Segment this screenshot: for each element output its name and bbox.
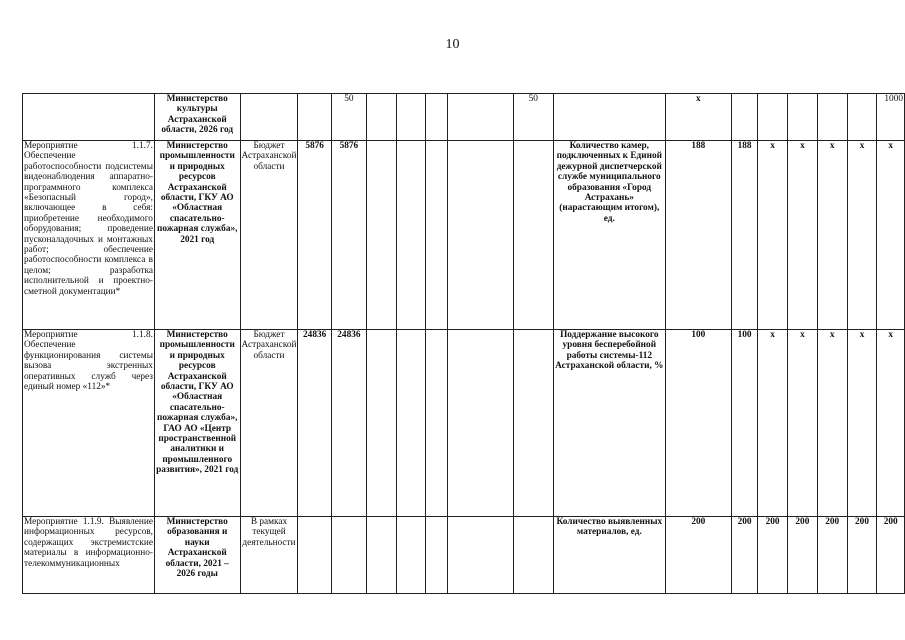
year-2022-cell (367, 94, 397, 141)
indicator-2023-cell: 200 (787, 517, 817, 594)
activity-cell: Мероприятие 1.1.8. Обеспечение функционирования системы вызова экстренных оперативных служб через единый номер «112»* (23, 330, 155, 517)
year-2024-cell (426, 517, 448, 594)
source-cell (240, 94, 298, 141)
executor-cell: Министерство культуры Астраханской области, 2026 год (154, 94, 240, 141)
year-2026-cell (513, 517, 553, 594)
total-cell (298, 517, 331, 594)
indicator-2025-cell: х (847, 330, 877, 517)
year-2026-cell: 50 (513, 94, 553, 141)
source-cell: В рамках текущей деятельности (240, 517, 298, 594)
year-2021-cell (331, 517, 366, 594)
indicator-2023-cell: х (787, 141, 817, 330)
activity-cell: Мероприятие 1.1.7. Обеспечение работоспособности подсистемы видеонаблюдения аппаратно-программного комплекса «Безопасный город», включающее в себя: приобретение необходимого оборудования; проведение пусконаладочных и монтажных работ; обеспечение работоспособности комплекса в целом; разработка исполнительной и проектно-сметной документации* (23, 141, 155, 330)
year-2024-cell (426, 330, 448, 517)
indicator-2022-cell: 200 (758, 517, 788, 594)
year-2021-cell: 5876 (331, 141, 366, 330)
indicator-base-cell: 200 (665, 517, 731, 594)
year-2022-cell (367, 330, 397, 517)
table-row (23, 141, 905, 330)
year-2026-cell (513, 330, 553, 517)
table-row (23, 517, 905, 594)
indicator-base-cell: х (665, 94, 731, 141)
year-2025-cell (448, 141, 513, 330)
total-cell: 24836 (298, 330, 331, 517)
table-row (23, 330, 905, 517)
indicator-2021-cell: 100 (732, 330, 758, 517)
indicator-2021-cell: 188 (732, 141, 758, 330)
year-2023-cell (397, 517, 426, 594)
executor-cell: Министерство промышленности и природных ресурсов Астраханской области, ГКУ АО «Областная спасательно-пожарная служба», 2021 год (154, 141, 240, 330)
indicator-2024-cell: х (817, 330, 847, 517)
indicator-cell: Количество камер, подключенных к Единой дежурной диспетчерской службе муниципального образования «Город Астрахань» (нарастающим итогом), ед. (554, 141, 666, 330)
total-cell: 5876 (298, 141, 331, 330)
year-2023-cell (397, 330, 426, 517)
year-2024-cell (426, 141, 448, 330)
year-2021-cell: 24836 (331, 330, 366, 517)
indicator-2026-cell: х (877, 141, 905, 330)
executor-cell: Министерство промышленности и природных ресурсов Астраханской области, ГКУ АО «Областная спасательно-пожарная служба», ГАО АО «Центр пространственной аналитики и промышленного развития», 2021 год (154, 330, 240, 517)
indicator-2022-cell (758, 94, 788, 141)
year-2026-cell (513, 141, 553, 330)
year-2025-cell (448, 94, 513, 141)
year-2025-cell (448, 517, 513, 594)
indicator-2021-cell (732, 94, 758, 141)
program-activities-table (22, 93, 905, 594)
year-2024-cell (426, 94, 448, 141)
indicator-2026-cell: 1000 (877, 94, 905, 141)
year-2021-cell: 50 (331, 94, 366, 141)
year-2025-cell (448, 330, 513, 517)
indicator-cell (554, 94, 666, 141)
indicator-cell: Количество выявленных материалов, ед. (554, 517, 666, 594)
year-2022-cell (367, 141, 397, 330)
indicator-2025-cell (847, 94, 877, 141)
indicator-2024-cell: 200 (817, 517, 847, 594)
indicator-base-cell: 188 (665, 141, 731, 330)
indicator-base-cell: 100 (665, 330, 731, 517)
indicator-2025-cell: х (847, 141, 877, 330)
indicator-2025-cell: 200 (847, 517, 877, 594)
source-cell: Бюджет Астраханской области (240, 330, 298, 517)
indicator-2021-cell: 200 (732, 517, 758, 594)
indicator-2026-cell: х (877, 330, 905, 517)
executor-cell: Министерство образования и науки Астраханской области, 2021 – 2026 годы (154, 517, 240, 594)
indicator-2023-cell (787, 94, 817, 141)
indicator-2024-cell: х (817, 141, 847, 330)
indicator-2022-cell: х (758, 330, 788, 517)
year-2022-cell (367, 517, 397, 594)
activity-cell: Мероприятие 1.1.9. Выявление информационных ресурсов, содержащих экстремистские материалы в информационно-телекоммуникационных (23, 517, 155, 594)
year-2023-cell (397, 94, 426, 141)
table-row (23, 94, 905, 141)
indicator-2023-cell: х (787, 330, 817, 517)
indicator-2024-cell (817, 94, 847, 141)
indicator-2026-cell: 200 (877, 517, 905, 594)
source-cell: Бюджет Астраханской области (240, 141, 298, 330)
indicator-2022-cell: х (758, 141, 788, 330)
indicator-cell: Поддержание высокого уровня бесперебойной работы системы-112 Астраханской области, % (554, 330, 666, 517)
year-2023-cell (397, 141, 426, 330)
page-number: 10 (445, 37, 460, 52)
total-cell (298, 94, 331, 141)
activity-cell (23, 94, 155, 141)
